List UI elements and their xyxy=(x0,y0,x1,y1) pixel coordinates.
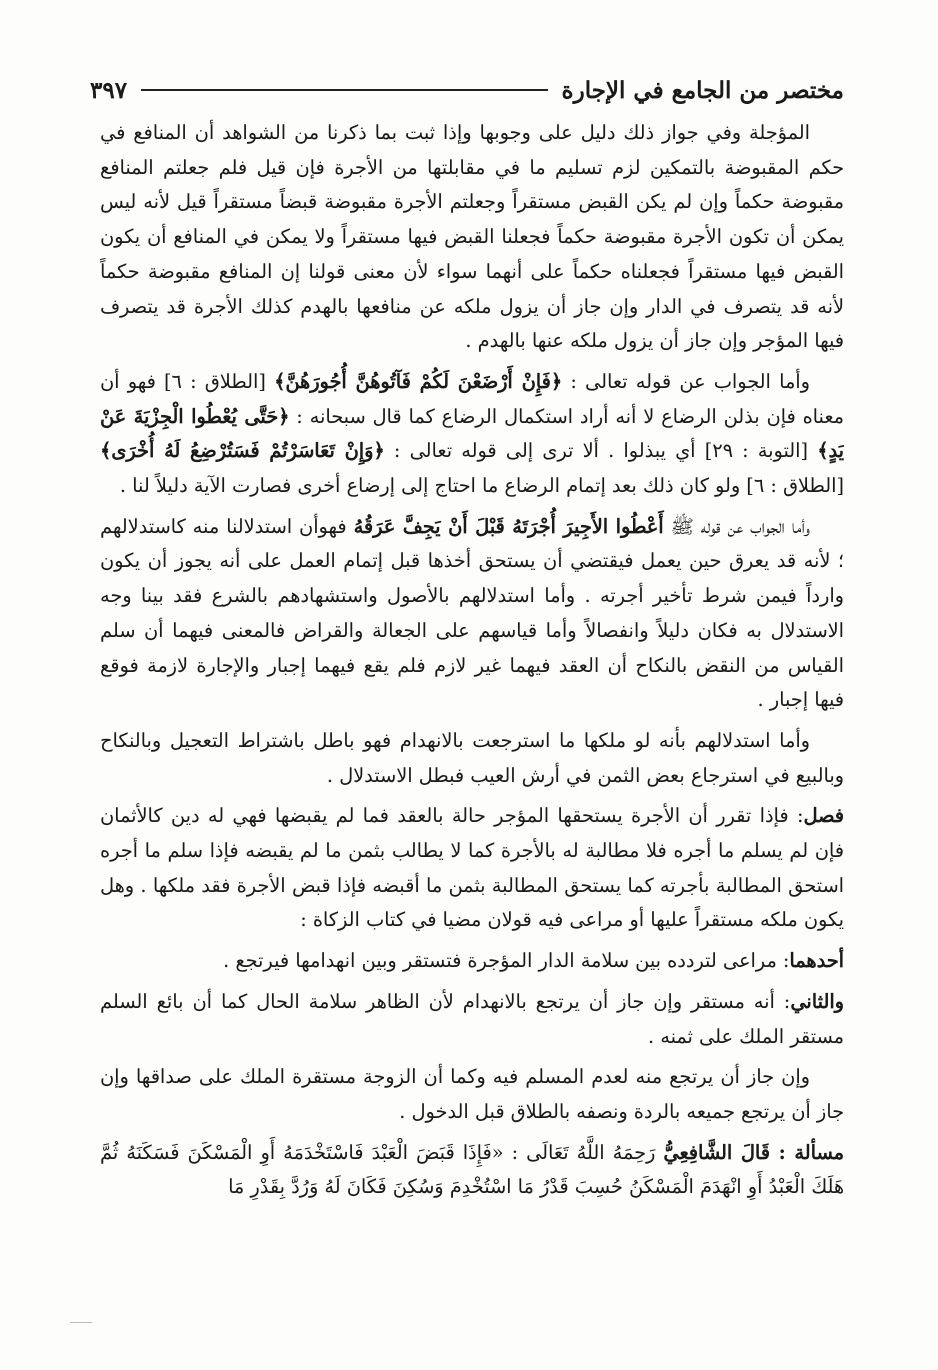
paragraph xyxy=(100,510,844,718)
text-run: : مراعى لتردده بين سلامة الدار المؤجرة فتستقر وبين انهدامها فيرتجع . xyxy=(223,949,790,973)
page-number: ٣٩٧ xyxy=(90,76,128,104)
text-run: [الطلاق : ٦] ولو كان ذلك بعد إتمام الرضاع ما احتاج إلى إرضاع أخرى فصارت الآية دليلاً لنا . xyxy=(119,474,844,498)
bold-heading: والثاني xyxy=(790,989,844,1013)
quoted-text: أَعْطُوا الأَجِيرَ أُجْرَتَهُ قَبْلَ أَنْ يَجِفَّ عَرَقُهُ xyxy=(353,514,664,538)
header-rule xyxy=(141,89,547,91)
book-title: مختصر من الجامع في الإجارة xyxy=(561,76,844,104)
bold-heading: مسألة : قَالَ الشَّافِعِيُّ xyxy=(663,1140,844,1164)
text-run: [التوبة : ٢٩] أي يبذلوا . ألا ترى إلى قوله تعالى : xyxy=(384,439,818,463)
paragraph xyxy=(100,365,844,504)
paragraph xyxy=(100,116,844,359)
paragraph xyxy=(100,724,844,793)
text-run: فهوأن استدلالنا منه كاستدلالهم ؛ لأنه قد يعرق حين يعمل فيقتضي أن يستحق أخذها قبل إتمام العمل على أنه يجوز أن يكون وارداً فيمن شرط تأخير أجرته . وأما استدلالهم بالأصول واستشهادهم بالشرع فقد بينا وجه الاستدلال به فكان دليلاً وانفصالاً وأما قياسهم على الجعالة والقراض فالمعنى فيهما أن سلم القياس من النقض بالنكاح أن العقد فيهما غير لازم فلم يقع فيهما إجبار والإجارة لازمة فوقع فيها إجبار . xyxy=(100,514,844,712)
paragraph xyxy=(100,1136,844,1205)
page-body xyxy=(100,116,844,1318)
text-run: : فإذا تقرر أن الأجرة يستحقها المؤجر حالة بالعقد فما لم يقبضها فهي له دين كالأثمان فإن لم يسلم ما أجره فلا مطالبة له بالأجرة كما لا يطالب بثمن ما لم يقبضه فإذا سلم ما أجره استحق المطالبة بأجرته كما يستحق المطالبة بثمن ما أقبضه فإذا قبض الأجرة فقد ملكها . وهل يكون ملكه مستقراً عليها أو مراعى فيه قولان مضيا في كتاب الزكاة : xyxy=(100,804,844,932)
text-run: وإن جاز أن يرتجع منه لعدم المسلم فيه وكما أن الزوجة مستقرة الملك على صداقها وإن جاز أن يرتجع جميعه بالردة ونصفه بالطلاق قبل الدخول . xyxy=(100,1065,844,1123)
text-run: وأما استدلالهم بأنه لو ملكها ما استرجعت بالانهدام فهو باطل باشتراط التعجيل وبالنكاح وبالبيع في استرجاع بعض الثمن في أرش العيب فبطل الاستدلال . xyxy=(100,728,844,787)
quoted-text: ﴿وَإِنْ تَعَاسَرْتُمْ فَسَتُرْضِعُ لَهُ أُخْرَى﴾ xyxy=(100,439,385,463)
text-run: رَحِمَهُ اللَّهُ تَعَالَى : «فَإِذَا قَبَضَ الْعَبْدَ فَاسْتَخْدَمَهُ أَوِ الْمَسْكَنَ فَسَكَنَهُ ثُمَّ هَلَكَ الْعَبْدُ أَوِ انْهَدَمَ الْمَسْكَنُ حُسِبَ قَدْرُ مَا اسْتُخْدِمَ وَسُكِنَ فَكَانَ لَهُ وَرُدَّ بِقَدْرِ مَا xyxy=(100,1140,844,1199)
running-header xyxy=(90,72,844,108)
footnote-mark xyxy=(70,1322,92,1323)
paragraph xyxy=(100,985,844,1054)
text-run: [الطلاق : ٦] فهو أن معناه فإن بذلن الرضاع لا أنه أراد استكمال الرضاع كما قال سبحانه : xyxy=(100,369,844,428)
paragraph xyxy=(100,799,844,938)
paragraph xyxy=(100,944,844,979)
text-run: : أنه مستقر وإن جاز أن يرتجع بالانهدام لأن الظاهر سلامة الحال كما أن بائع السلم مستقر الملك على ثمنه . xyxy=(100,989,844,1048)
text-run: وأما الجواب عن قوله ﷺ xyxy=(663,514,810,538)
text-run: وأما الجواب عن قوله تعالى : xyxy=(562,369,810,393)
quoted-text: ﴿حَتَّى يُعْطُوا الْجِزْيَةَ عَنْ يَدٍ﴾ xyxy=(100,404,844,463)
text-run: المؤجلة وفي جواز ذلك دليل على وجوبها وإذا ثبت بما ذكرنا من الشواهد أن المنافع في حكم المقبوضة بالتمكين لزم تسليم ما في مقابلتها من الأجرة فإن قيل فلم جعلتم المنافع مقبوضة حكماً وإن لم يكن القبض مستقراً وجعلتم الأجرة مقبوضة قبضاً مستقراً قيل لأنه ليس يمكن أن تكون الأجرة مقبوضة حكماً فجعلنا القبض فيها مستقراً ولا يمكن في المنافع أن يكون القبض فيها مستقراً فجعلناه حكماً على أنهما سواء لأن معنى قولنا إن المنافع مقبوضة حكماً لأنه قد يتصرف في الدار وإن جاز أن يزول ملكه عن منافعها بالهدم كذلك الأجرة قد يتصرف فيها المؤجر وإن جاز أن يزول ملكه عنها بالهدم . xyxy=(100,121,844,353)
bold-heading: أحدهما xyxy=(789,949,844,973)
quoted-text: ﴿فَإِنْ أَرْضَعْنَ لَكُمْ فَآتُوهُنَّ أُجُورَهُنَّ﴾ xyxy=(274,369,563,393)
bold-heading: فصل xyxy=(803,804,844,828)
paragraph xyxy=(100,1060,844,1129)
